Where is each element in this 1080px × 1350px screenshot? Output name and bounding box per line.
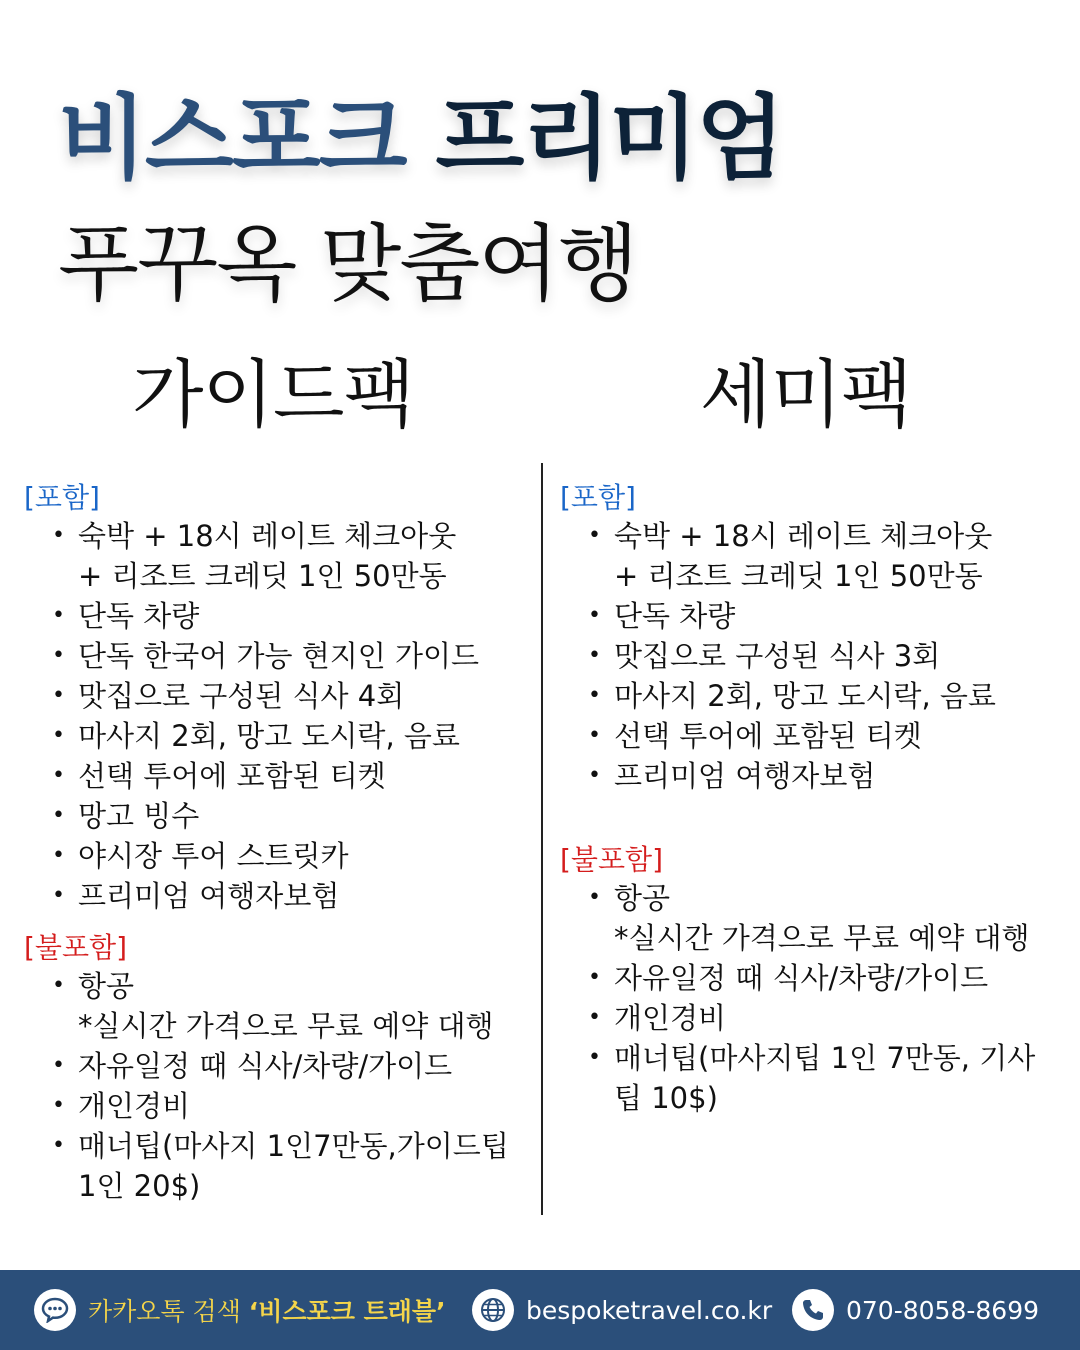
list-item (46, 876, 534, 916)
bullet-icon: • (52, 643, 65, 668)
list-item-text: 개인경비 (614, 1001, 727, 1035)
bullet-icon: • (52, 1093, 65, 1118)
bullet-icon: • (588, 965, 601, 990)
list-item-text: 단독 한국어 가능 현지인 가이드 (78, 639, 480, 673)
list-item (582, 516, 1060, 596)
list-item-text: 항공 (78, 969, 135, 1003)
column-divider (541, 463, 543, 1215)
list-item (46, 716, 534, 756)
phone-number[interactable]: 070-8058-8699 (846, 1295, 1040, 1325)
bullet-icon: • (52, 603, 65, 628)
list-item-text: 팁 10$) (614, 1081, 718, 1115)
bullet-icon: • (52, 763, 65, 788)
bullet-icon: • (588, 643, 601, 668)
list-item-text: 망고 빙수 (78, 799, 200, 833)
list-item-text: 프리미엄 여행자보험 (614, 759, 876, 793)
include-label: [포함] (560, 481, 636, 514)
bullet-icon: • (52, 1133, 65, 1158)
include-list (46, 516, 534, 916)
bullet-icon: • (52, 883, 65, 908)
kakao-search-text (88, 1292, 446, 1328)
website-url[interactable]: bespoketravel.co.kr (526, 1295, 773, 1325)
globe-icon (472, 1289, 514, 1331)
list-item-text: 마사지 2회, 망고 도시락, 음료 (614, 679, 996, 713)
list-item-text: 맛집으로 구성된 식사 4회 (78, 679, 405, 713)
list-item (582, 756, 1060, 796)
list-item-text: 항공 (614, 881, 671, 915)
bullet-icon: • (52, 973, 65, 998)
pack-title-semi: 세미팩 (700, 352, 912, 438)
list-item-text: 매너팁(마사지팁 1인 7만동, 기사 (614, 1041, 1036, 1075)
title-brand: 비스포크 (58, 85, 406, 192)
section-spacer (560, 796, 1060, 842)
kakao-prefix: 카카오톡 검색 (88, 1297, 249, 1326)
exclude-list (46, 966, 534, 1206)
bullet-icon: • (52, 723, 65, 748)
bullet-icon: • (52, 843, 65, 868)
bullet-icon: • (588, 683, 601, 708)
list-item-text: 숙박 + 18시 레이트 체크아웃 (614, 519, 993, 553)
list-item (46, 966, 534, 1046)
list-item-text: 자유일정 때 식사/차량/가이드 (614, 961, 989, 995)
list-item-text: 숙박 + 18시 레이트 체크아웃 (78, 519, 457, 553)
list-item-text: 선택 투어에 포함된 티켓 (78, 759, 386, 793)
bullet-icon: • (52, 683, 65, 708)
pack-title-guide: 가이드팩 (132, 352, 414, 438)
bullet-icon: • (52, 523, 65, 548)
list-item-text: *실시간 가격으로 무료 예약 대행 (614, 921, 1030, 955)
section-spacer (24, 916, 534, 930)
list-item (582, 958, 1060, 998)
list-item-text: 개인경비 (78, 1089, 191, 1123)
chat-bubble-icon (34, 1289, 76, 1331)
footer-website[interactable] (472, 1270, 772, 1350)
list-item-text: 단독 차량 (78, 599, 200, 633)
bullet-icon: • (588, 1045, 601, 1070)
list-item (582, 716, 1060, 756)
list-item-text: 자유일정 때 식사/차량/가이드 (78, 1049, 453, 1083)
list-item (46, 756, 534, 796)
list-item-text: 야시장 투어 스트릿카 (78, 839, 349, 873)
list-item (46, 676, 534, 716)
list-item (46, 1086, 534, 1126)
footer-phone[interactable] (792, 1270, 1039, 1350)
kakao-channel-name: ‘비스포크 트래블’ (248, 1297, 446, 1326)
list-item (46, 596, 534, 636)
list-item-text: *실시간 가격으로 무료 예약 대행 (78, 1009, 494, 1043)
guide-pack-column (24, 480, 534, 1206)
footer-kakao[interactable] (34, 1270, 446, 1350)
list-item-text: 프리미엄 여행자보험 (78, 879, 340, 913)
list-item (582, 596, 1060, 636)
exclude-list (582, 878, 1060, 1118)
list-item-text: 매너팁(마사지 1인7만동,가이드팁 (78, 1129, 509, 1163)
list-item (582, 878, 1060, 958)
bullet-icon: • (588, 885, 601, 910)
list-item (46, 1126, 534, 1206)
list-item (46, 836, 534, 876)
include-list (582, 516, 1060, 796)
page-title (58, 85, 784, 192)
list-item-text: 마사지 2회, 망고 도시락, 음료 (78, 719, 460, 753)
bullet-icon: • (588, 763, 601, 788)
list-item-text: 1인 20$) (78, 1169, 201, 1203)
list-item (582, 1038, 1060, 1118)
title-premium: 프리미엄 (435, 85, 784, 192)
bullet-icon: • (52, 803, 65, 828)
list-item (46, 796, 534, 836)
page-subtitle: 푸꾸옥 맞춤여행 (58, 215, 637, 313)
list-item-text: + 리조트 크레딧 1인 50만동 (78, 559, 447, 593)
list-item (582, 676, 1060, 716)
list-item-text: + 리조트 크레딧 1인 50만동 (614, 559, 983, 593)
list-item-text: 선택 투어에 포함된 티켓 (614, 719, 922, 753)
list-item (582, 636, 1060, 676)
bullet-icon: • (588, 603, 601, 628)
exclude-label: [불포함] (560, 843, 663, 876)
list-item-text: 맛집으로 구성된 식사 3회 (614, 639, 941, 673)
list-item-text: 단독 차량 (614, 599, 736, 633)
footer-bar (0, 1270, 1080, 1350)
list-item (46, 516, 534, 596)
list-item (46, 1046, 534, 1086)
bullet-icon: • (588, 723, 601, 748)
bullet-icon: • (588, 523, 601, 548)
list-item (46, 636, 534, 676)
phone-icon (792, 1289, 834, 1331)
semi-pack-column (560, 480, 1060, 1118)
bullet-icon: • (52, 1053, 65, 1078)
exclude-label: [불포함] (24, 931, 127, 964)
include-label: [포함] (24, 481, 100, 514)
list-item (582, 998, 1060, 1038)
bullet-icon: • (588, 1005, 601, 1030)
